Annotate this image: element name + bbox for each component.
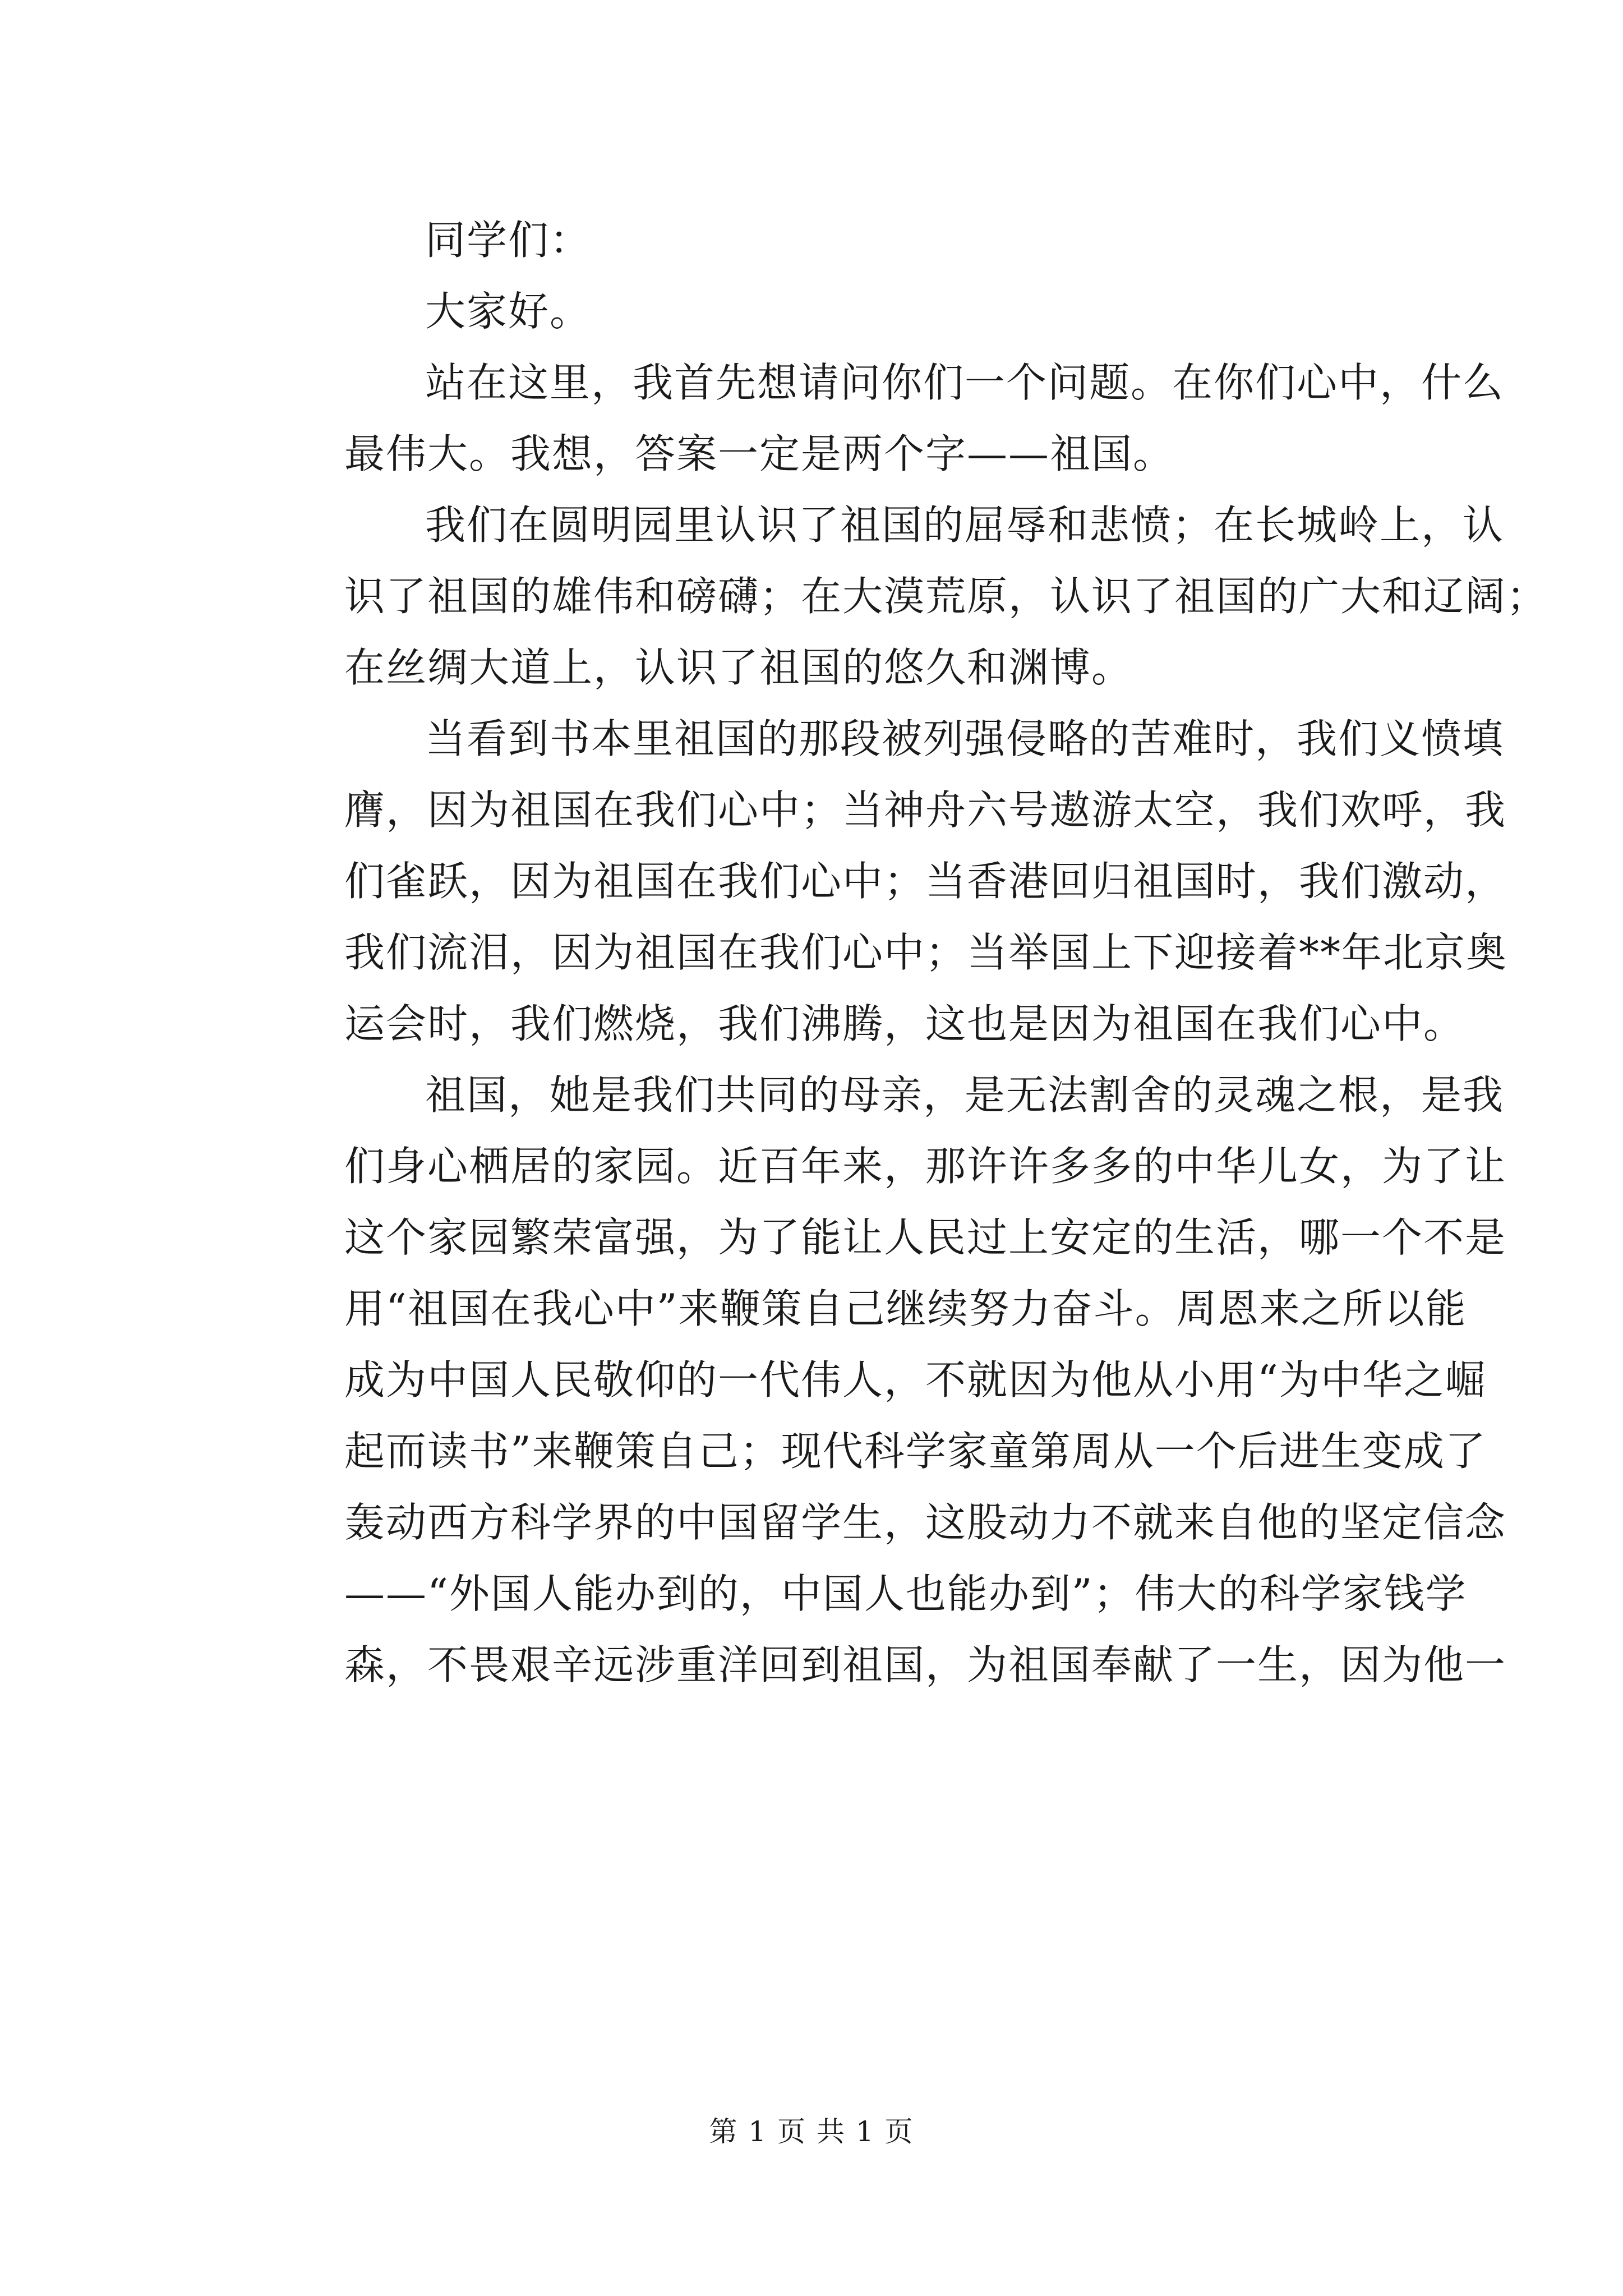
- paragraph-hello: [264, 276, 1430, 347]
- paragraph-motherland: [264, 1060, 1507, 1701]
- text-line: 我们流泪，因为祖国在我们心中；当举国上下迎接着**年北京奥: [344, 929, 1508, 976]
- text-line: 运会时，我们燃烧，我们沸腾，这也是因为祖国在我们心中。: [344, 1000, 1465, 1047]
- text-line: 们雀跃，因为祖国在我们心中；当香港回归祖国时，我们激动，: [344, 858, 1507, 905]
- text-line: 我们在圆明园里认识了祖国的屈辱和悲愤；在长城岭上，认: [425, 501, 1505, 549]
- text-line: 成为中国人民敬仰的一代伟人，不就因为他从小用“为中华之崛: [344, 1356, 1487, 1404]
- text-line: 识了祖国的雄伟和磅礴；在大漠荒原，认识了祖国的广大和辽阔；: [344, 573, 1548, 620]
- text-line: 森，不畏艰辛远涉重洋回到祖国，为祖国奉献了一生，因为他一: [344, 1641, 1507, 1688]
- paragraph-greeting: [264, 205, 1430, 276]
- text-line: ——“外国人能办到的，中国人也能办到”；伟大的科学家钱学: [344, 1570, 1467, 1617]
- document-body: [264, 205, 1548, 1701]
- page-footer: 第 1 页 共 1 页: [709, 2115, 914, 2148]
- text-line: 这个家园繁荣富强，为了能让人民过上安定的生活，哪一个不是: [344, 1214, 1507, 1261]
- text-line: 最伟大。我想，答案一定是两个字——祖国。: [344, 430, 1175, 477]
- text-line: 们身心栖居的家园。近百年来，那许许多多的中华儿女，为了让: [344, 1143, 1507, 1190]
- text-line: 站在这里，我首先想请问你们一个问题。在你们心中，什么: [425, 359, 1505, 406]
- paragraph-question: [264, 347, 1505, 490]
- paragraph-recognition: [264, 490, 1548, 703]
- text-line: 膺，因为祖国在我们心中；当神舟六号遨游太空，我们欢呼，我: [344, 786, 1507, 834]
- text-line: 用“祖国在我心中”来鞭策自己继续努力奋斗。周恩来之所以能: [344, 1285, 1467, 1332]
- text-line: 轰动西方科学界的中国留学生，这股动力不就来自他的坚定信念: [344, 1499, 1507, 1546]
- text-line: 当看到书本里祖国的那段被列强侵略的苦难时，我们义愤填: [425, 715, 1505, 762]
- paragraph-in-our-hearts: [264, 703, 1508, 1060]
- text-line: 起而读书”来鞭策自己；现代科学家童第周从一个后进生变成了: [344, 1428, 1487, 1475]
- text-line: 同学们：: [425, 217, 592, 264]
- text-line: 大家好。: [425, 288, 592, 335]
- text-line: 在丝绸大道上，认识了祖国的悠久和渊博。: [344, 644, 1133, 691]
- text-line: 祖国，她是我们共同的母亲，是无法割舍的灵魂之根，是我: [425, 1071, 1505, 1119]
